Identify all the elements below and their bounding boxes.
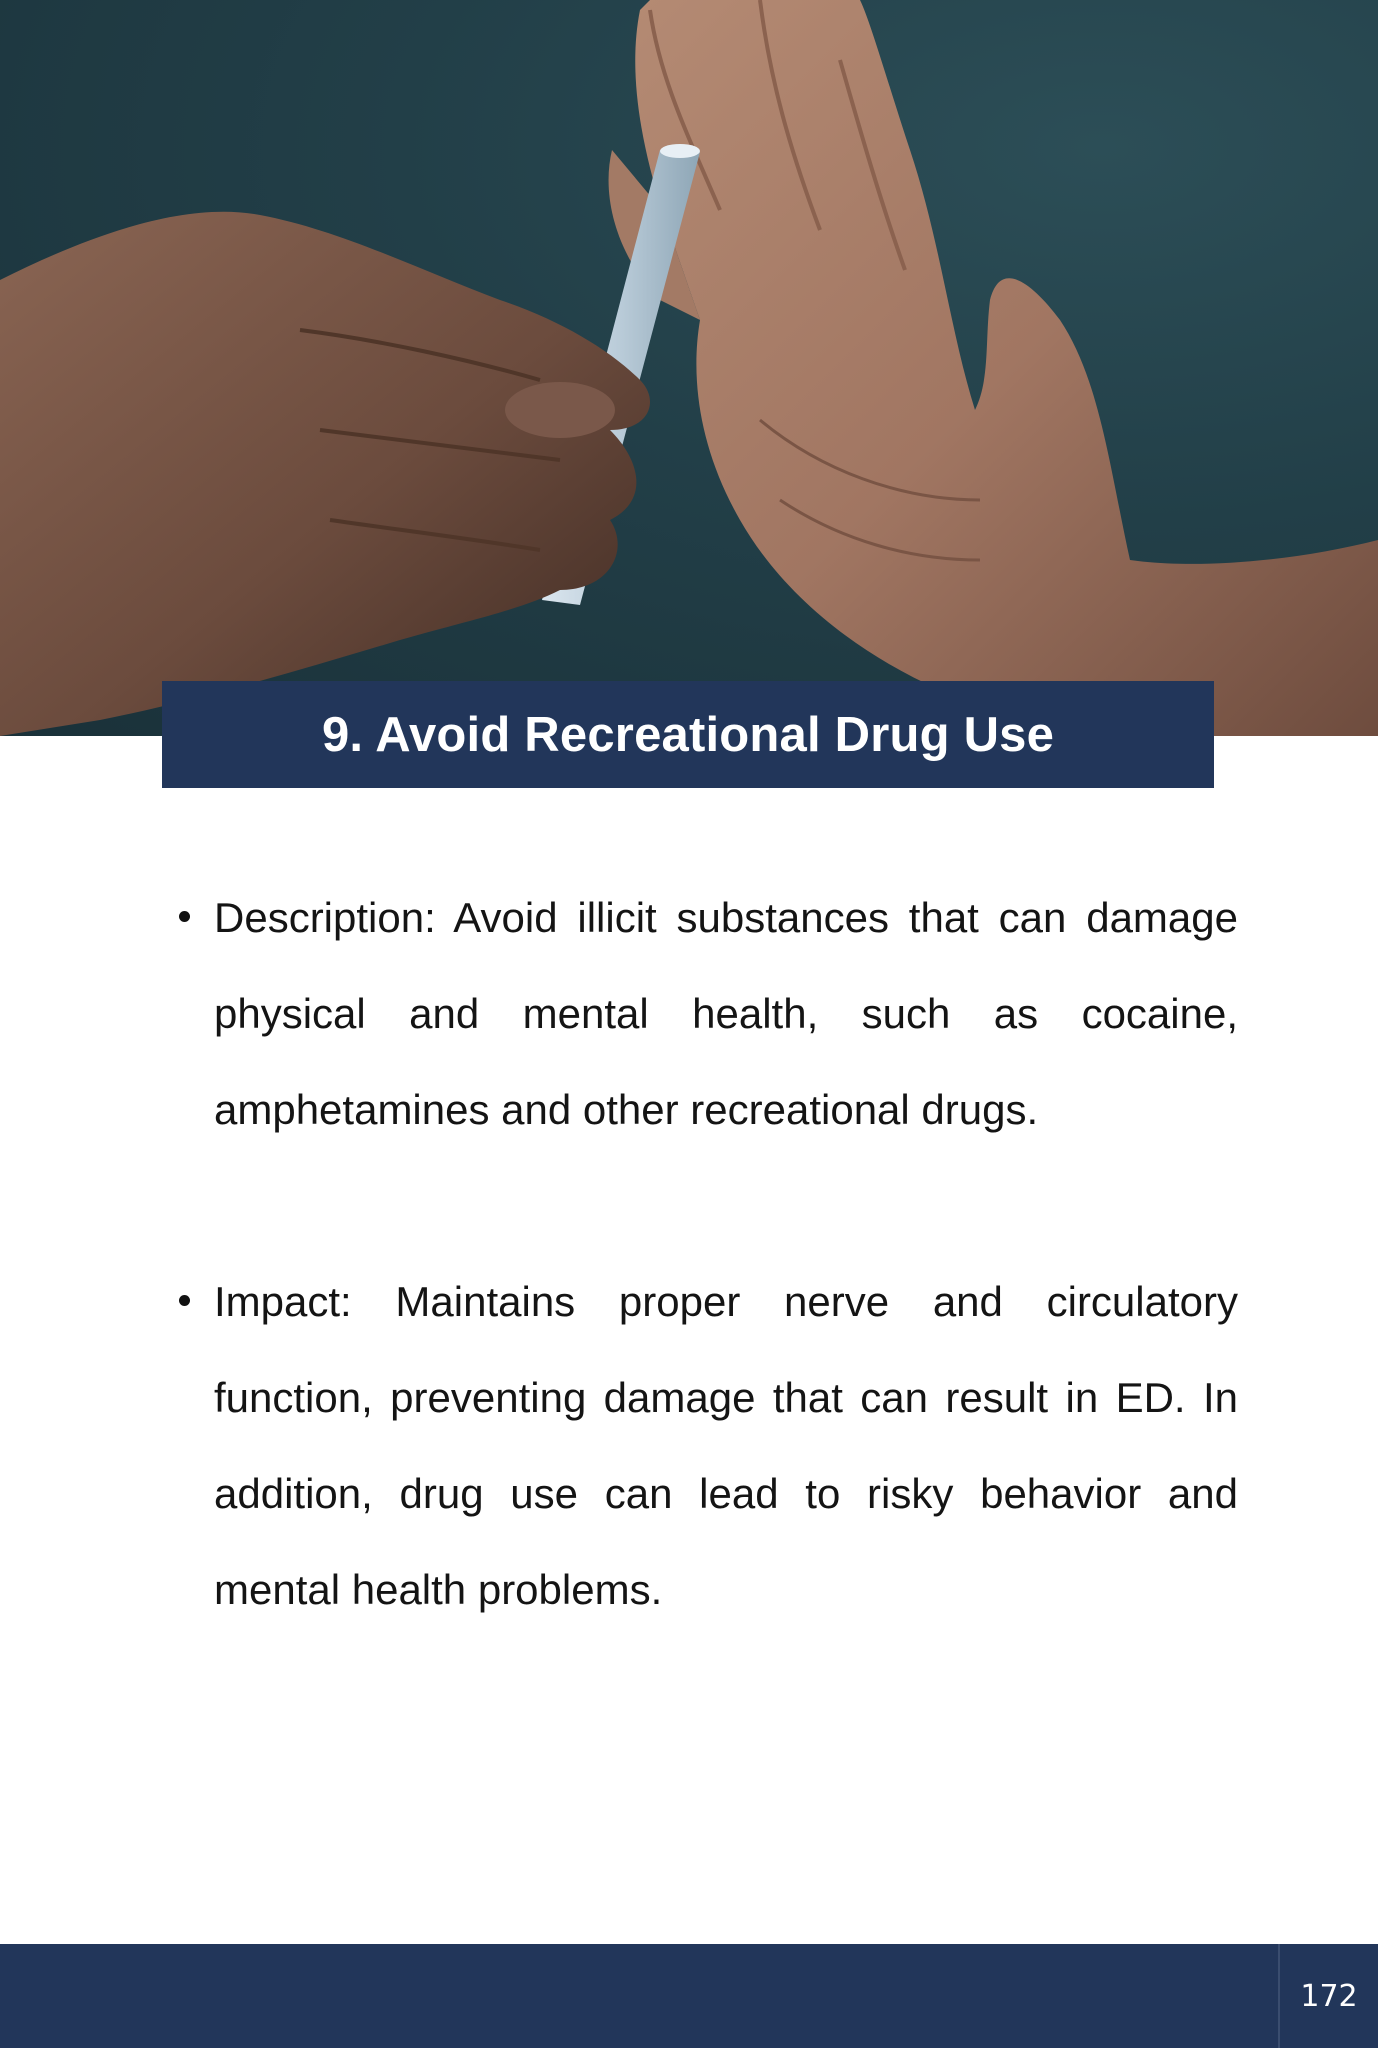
impact-text: Impact: Maintains proper nerve and circulatory function, preventing damage that can result in ED. In addition, drug use can lead to risky behavior and mental health problems. (214, 1278, 1238, 1613)
open-palm-hand (609, 0, 1378, 736)
hand-refusing-cigarette-illustration (0, 0, 1378, 736)
hero-photo (0, 0, 1378, 736)
page-number: 172 (1300, 1978, 1358, 2014)
bullet-list (162, 870, 1238, 1734)
page-title: 9. Avoid Recreational Drug Use (321, 707, 1055, 762)
footer-bar (0, 1944, 1378, 2048)
offering-hand (0, 212, 650, 736)
bullet-icon (179, 911, 190, 922)
section-title-banner (162, 681, 1214, 788)
page-number-box (1278, 1944, 1378, 2048)
description-text: Description: Avoid illicit substances that can damage physical and mental health, such as cocaine, amphetamines and other recreational drugs. (214, 894, 1238, 1133)
list-item (162, 1254, 1238, 1638)
bullet-icon (179, 1295, 190, 1306)
list-item (162, 870, 1238, 1158)
